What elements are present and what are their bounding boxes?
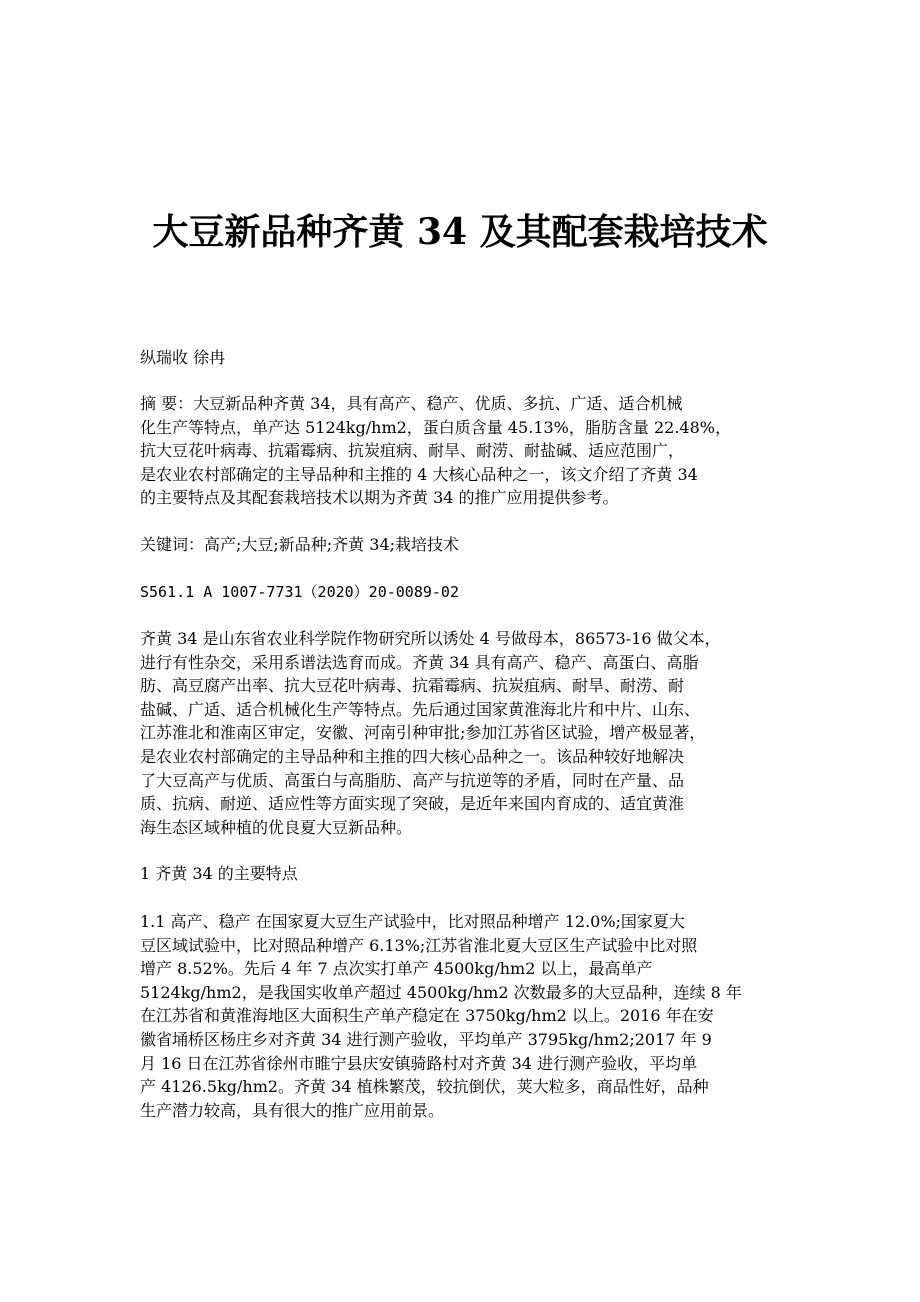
- abstract-line: 是农业农村部确定的主导品种和主推的 4 大核心品种之一，该文介绍了齐黄 34: [140, 464, 698, 484]
- subsection-line: 在江苏省和黄淮海地区大面积生产单产稳定在 3750kg/hm2 以上。2016 年在安: [140, 1006, 714, 1026]
- subsection-line: 产 4126.5kg/hm2。齐黄 34 植株繁茂，较抗倒伏，荚大粒多，商品性好，品种: [140, 1077, 709, 1097]
- intro-line: 盐碱、广适、适合机械化生产等特点。先后通过国家黄淮海北片和中片、山东、: [140, 699, 701, 719]
- abstract-line: 摘 要：大豆新品种齐黄 34，具有高产、稳产、优质、多抗、广适、适合机械: [140, 394, 683, 413]
- intro-line: 江苏淮北和淮南区审定，安徽、河南引种审批;参加江苏省区试验，增产极显著，: [140, 723, 706, 743]
- intro-line: 了大豆高产与优质、高蛋白与高脂肪、高产与抗逆等的矛盾，同时在产量、品: [140, 770, 685, 790]
- intro-line: 是农业农村部确定的主导品种和主推的四大核心品种之一。该品种较好地解决: [140, 746, 685, 766]
- subsection-line: 生产潜力较高，具有很大的推广应用前景。: [140, 1100, 445, 1120]
- abstract: [140, 392, 788, 510]
- classification-code: S561.1 A 1007-7731（2020）20-0089-02: [140, 583, 459, 601]
- section-heading: 1 齐黄 34 的主要特点: [140, 864, 298, 883]
- subsection-line: 5124kg/hm2，是我国实收单产超过 4500kg/hm2 次数最多的大豆品种，连续 8 年: [140, 982, 742, 1002]
- subsection-line: 增产 8.52%。先后 4 年 7 点次实打单产 4500kg/hm2 以上，最高单产: [140, 959, 653, 979]
- page-title: 大豆新品种齐黄 34 及其配套栽培技术: [152, 211, 768, 254]
- abstract-line: 的主要特点及其配套栽培技术以期为齐黄 34 的推广应用提供参考。: [140, 488, 619, 508]
- intro-line: 质、抗病、耐逆、适应性等方面实现了突破，是近年来国内育成的、适宜黄淮: [140, 794, 685, 814]
- intro-line: 肪、高豆腐产出率、抗大豆花叶病毒、抗霜霉病、抗炭疽病、耐旱、耐涝、耐: [140, 676, 685, 696]
- abstract-line: 抗大豆花叶病毒、抗霜霉病、抗炭疽病、耐旱、耐涝、耐盐碱、适应范围广，: [140, 441, 685, 461]
- subsection-line: 1.1 高产、稳产 在国家夏大豆生产试验中，比对照品种增产 12.0%;国家夏大: [140, 912, 685, 931]
- subsection-line: 月 16 日在江苏省徐州市睢宁县庆安镇骑路村对齐黄 34 进行测产验收，平均单: [140, 1053, 698, 1073]
- subsection-line: 徽省埇桥区杨庄乡对齐黄 34 进行测产验收，平均单产 3795kg/hm2;2017 年 9: [140, 1029, 712, 1049]
- subsection-paragraph: [140, 910, 788, 1122]
- intro-line: 进行有性杂交，采用系谱法选育而成。齐黄 34 具有高产、稳产、高蛋白、高脂: [140, 652, 699, 672]
- abstract-line: 化生产等特点，单产达 5124kg/hm2，蛋白质含量 45.13%，脂肪含量 22.48%，: [140, 417, 731, 437]
- intro-line: 齐黄 34 是山东省农业科学院作物研究所以诱处 4 号做母本，86573-16 做父本，: [140, 629, 721, 648]
- keywords: 关键词：高产;大豆;新品种;齐黄 34;栽培技术: [140, 535, 460, 554]
- authors: 纵瑞收 徐冉: [140, 348, 226, 367]
- intro-line: 海生态区域种植的优良夏大豆新品种。: [140, 817, 413, 837]
- subsection-line: 豆区域试验中，比对照品种增产 6.13%;江苏省淮北夏大豆区生产试验中比对照: [140, 935, 698, 955]
- intro-paragraph: [140, 627, 788, 839]
